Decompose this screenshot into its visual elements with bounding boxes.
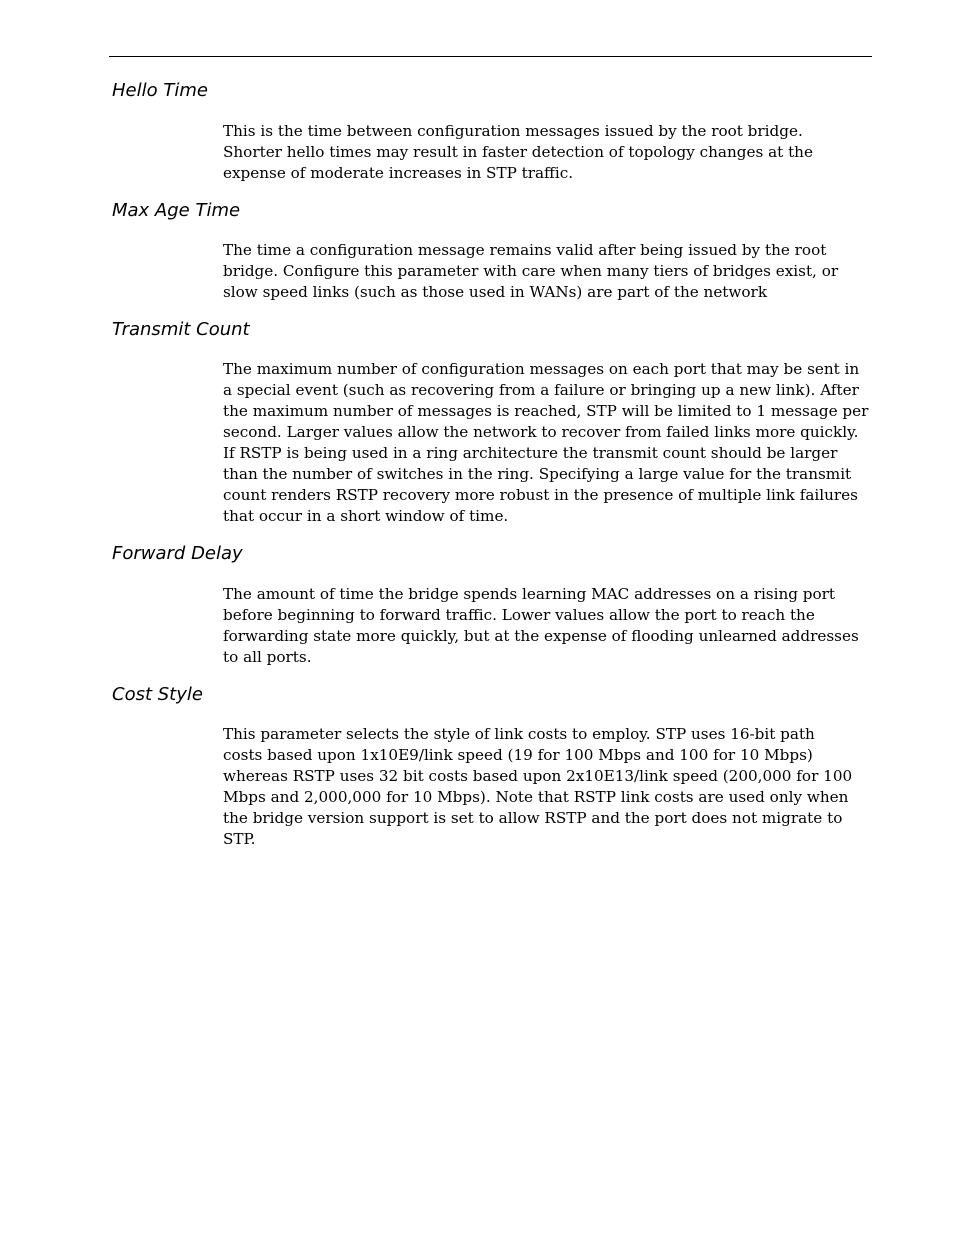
header-rule xyxy=(109,56,872,57)
text-line: a special event (such as recovering from a failure or bringing up a new link). After xyxy=(223,381,859,399)
text-line: Shorter hello times may result in faster detection of topology changes at the xyxy=(223,143,813,161)
text-line: costs based upon 1x10E9/link speed (19 for 100 Mbps and 100 for 10 Mbps) xyxy=(223,746,813,764)
text-line: to all ports. xyxy=(223,648,312,666)
text-line: that occur in a short window of time. xyxy=(223,507,509,525)
heading-transmit-count: Transmit Count xyxy=(112,319,250,340)
text-line: the bridge version support is set to allow RSTP and the port does not migrate to xyxy=(223,809,843,827)
text-line: The amount of time the bridge spends learning MAC addresses on a rising port xyxy=(223,585,836,603)
heading-forward-delay: Forward Delay xyxy=(112,543,243,564)
heading-hello-time: Hello Time xyxy=(112,80,208,101)
text-line: bridge. Configure this parameter with care when many tiers of bridges exist, or xyxy=(223,262,839,280)
text-line: This is the time between configuration messages issued by the root bridge. xyxy=(223,122,803,140)
text-line: than the number of switches in the ring. Specifying a large value for the transmit xyxy=(223,465,852,483)
text-line: If RSTP is being used in a ring architecture the transmit count should be larger xyxy=(223,444,838,462)
text-line: The maximum number of configuration messages on each port that may be sent in xyxy=(223,360,860,378)
heading-cost-style: Cost Style xyxy=(112,684,203,705)
text-line: expense of moderate increases in STP traffic. xyxy=(223,164,574,182)
text-line: second. Larger values allow the network to recover from failed links more quickly. xyxy=(223,423,859,441)
text-line: whereas RSTP uses 32 bit costs based upon 2x10E13/link speed (200,000 for 100 xyxy=(223,767,853,785)
text-line: slow speed links (such as those used in WANs) are part of the network xyxy=(223,283,768,301)
heading-max-age-time: Max Age Time xyxy=(112,200,241,221)
paragraph-forward-delay xyxy=(223,584,873,668)
text-line: before beginning to forward traffic. Lower values allow the port to reach the xyxy=(223,606,815,624)
text-line: STP. xyxy=(223,830,256,848)
paragraph-hello-time xyxy=(223,121,873,184)
paragraph-max-age-time xyxy=(223,240,873,303)
paragraph-cost-style xyxy=(223,724,873,850)
text-line: count renders RSTP recovery more robust in the presence of multiple link failures xyxy=(223,486,858,504)
paragraph-transmit-count xyxy=(223,359,873,527)
text-line: The time a configuration message remains valid after being issued by the root xyxy=(223,241,827,259)
text-line: Mbps and 2,000,000 for 10 Mbps). Note that RSTP link costs are used only when xyxy=(223,788,849,806)
text-line: the maximum number of messages is reached, STP will be limited to 1 message per xyxy=(223,402,869,420)
text-line: This parameter selects the style of link costs to employ. STP uses 16-bit path xyxy=(223,725,815,743)
text-line: forwarding state more quickly, but at the expense of flooding unlearned addresses xyxy=(223,627,859,645)
